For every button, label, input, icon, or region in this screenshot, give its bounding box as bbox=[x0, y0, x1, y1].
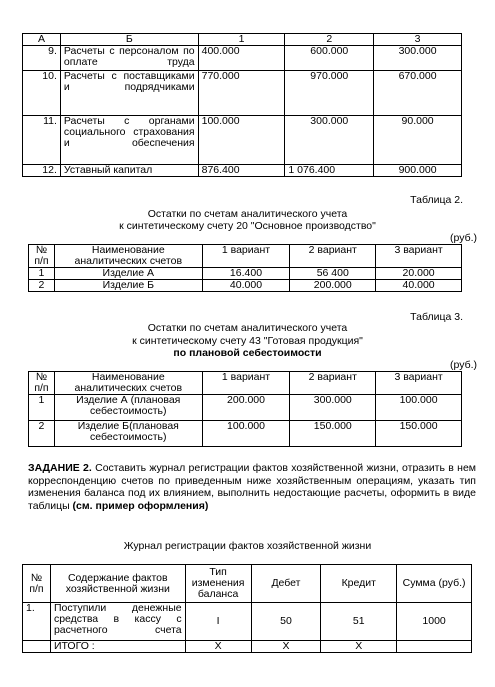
col-header: 2 вариант bbox=[290, 245, 376, 268]
journal-title: Журнал регистрации фактов хозяйственной жизни bbox=[123, 540, 372, 552]
value-1: 400.000 bbox=[198, 46, 285, 71]
col-header: № п/п bbox=[29, 245, 55, 268]
col-header: 2 bbox=[285, 34, 374, 46]
value-3: 40.000 bbox=[376, 280, 462, 292]
sum: 1000 bbox=[397, 603, 472, 641]
row-number: 2 bbox=[29, 280, 55, 292]
col-header: Наименование аналитических счетов bbox=[54, 245, 202, 268]
balance-type: I bbox=[185, 603, 251, 641]
table-row bbox=[29, 268, 462, 280]
task-example-ref: (см. пример оформления) bbox=[72, 499, 209, 512]
col-header: Сумма (руб.) bbox=[397, 565, 472, 603]
row-number: 9. bbox=[23, 46, 61, 71]
row-name: Изделие А bbox=[54, 268, 202, 280]
value-3: 300.000 bbox=[374, 46, 462, 71]
value-3: 20.000 bbox=[376, 268, 462, 280]
task-label: ЗАДАНИЕ 2. bbox=[28, 462, 92, 474]
row-number: 1. bbox=[23, 603, 51, 641]
table-row bbox=[29, 280, 462, 292]
row-number: 2 bbox=[29, 421, 55, 447]
row-name: Расчеты с персоналом по оплате труда bbox=[60, 46, 198, 71]
table-row bbox=[23, 116, 462, 165]
value-3: 900.000 bbox=[374, 165, 462, 177]
value-2: 300.000 bbox=[290, 395, 376, 421]
debit: 50 bbox=[251, 603, 321, 641]
value-1: 100.000 bbox=[202, 421, 290, 447]
col-header: № п/п bbox=[23, 565, 51, 603]
col-header: Дебет bbox=[251, 565, 321, 603]
journal-table bbox=[22, 564, 472, 653]
value-3: 670.000 bbox=[374, 71, 462, 116]
value-1: 100.000 bbox=[198, 116, 285, 165]
row-name: Изделие Б bbox=[54, 280, 202, 292]
table-row bbox=[23, 603, 472, 641]
table-row bbox=[23, 165, 462, 177]
table-row bbox=[29, 395, 462, 421]
value-1: 876.400 bbox=[198, 165, 285, 177]
row-number: 11. bbox=[23, 116, 61, 165]
col-header: 3 вариант bbox=[376, 245, 462, 268]
col-header: Кредит bbox=[321, 565, 397, 603]
col-header: Содержание фактов хозяйственной жизни bbox=[50, 565, 185, 603]
value-3: 150.000 bbox=[376, 421, 462, 447]
row-content: Поступили денежные средства в кассу с расчетного счета bbox=[50, 603, 185, 641]
total-label: ИТОГО : bbox=[50, 641, 185, 653]
row-name: Уставный капитал bbox=[60, 165, 198, 177]
table-header-row bbox=[29, 372, 462, 395]
table-title: Остатки по счетам аналитического учета bbox=[147, 322, 348, 334]
value-2: 970.000 bbox=[285, 71, 374, 116]
col-header: Б bbox=[60, 34, 198, 46]
row-name: Расчеты с органами социального страхования и обеспечения bbox=[60, 116, 198, 165]
col-header: А bbox=[23, 34, 61, 46]
table-header-row bbox=[23, 565, 472, 603]
unit-label: (руб.) bbox=[449, 232, 477, 244]
table-row bbox=[29, 421, 462, 447]
total-row bbox=[23, 641, 472, 653]
col-header: Наименование аналитических счетов bbox=[54, 372, 202, 395]
value-2: 150.000 bbox=[290, 421, 376, 447]
value-1: 200.000 bbox=[202, 395, 290, 421]
table-20-balances bbox=[28, 244, 462, 292]
table-header-row bbox=[29, 245, 462, 268]
table-subtitle-bold: по плановой себестоимости bbox=[173, 347, 322, 359]
unit-label: (руб.) bbox=[449, 359, 477, 371]
col-header: № п/п bbox=[29, 372, 55, 395]
table-caption: Таблица 2. bbox=[410, 194, 463, 206]
row-number: 1 bbox=[29, 395, 55, 421]
total-x: X bbox=[251, 641, 321, 653]
accounts-table bbox=[22, 33, 462, 177]
table-row bbox=[23, 46, 462, 71]
table-43-balances bbox=[28, 371, 462, 447]
col-header: 1 вариант bbox=[202, 372, 290, 395]
col-header: 3 вариант bbox=[376, 372, 462, 395]
value-2: 200.000 bbox=[290, 280, 376, 292]
col-header: 1 bbox=[198, 34, 285, 46]
col-header: 1 вариант bbox=[202, 245, 290, 268]
total-x: X bbox=[321, 641, 397, 653]
row-name: Изделие Б(плановая себестоимость) bbox=[54, 421, 202, 447]
table-title: Остатки по счетам аналитического учета bbox=[147, 208, 348, 220]
col-header: 2 вариант bbox=[290, 372, 376, 395]
value-2: 600.000 bbox=[285, 46, 374, 71]
col-header: Тип изменения баланса bbox=[185, 565, 251, 603]
table-caption: Таблица 3. bbox=[410, 311, 463, 323]
row-name: Расчеты с поставщиками и подрядчиками bbox=[60, 71, 198, 116]
table-subtitle: к синтетическому счету 20 "Основное производство" bbox=[119, 220, 376, 232]
table-subtitle: к синтетическому счету 43 "Готовая продукция" bbox=[132, 335, 363, 347]
row-number: 1 bbox=[29, 268, 55, 280]
value-2: 1 076.400 bbox=[285, 165, 374, 177]
value-1: 16.400 bbox=[202, 268, 290, 280]
total-x: X bbox=[185, 641, 251, 653]
table-row bbox=[23, 71, 462, 116]
row-number: 10. bbox=[23, 71, 61, 116]
value-1: 40.000 bbox=[202, 280, 290, 292]
row-name: Изделие А (плановая себестоимость) bbox=[54, 395, 202, 421]
task-paragraph bbox=[28, 462, 476, 512]
empty-cell bbox=[23, 641, 51, 653]
value-2: 300.000 bbox=[285, 116, 374, 165]
value-2: 56 400 bbox=[290, 268, 376, 280]
value-3: 90.000 bbox=[374, 116, 462, 165]
value-3: 100.000 bbox=[376, 395, 462, 421]
empty-cell bbox=[397, 641, 472, 653]
task-text: Составить журнал регистрации фактов хозяйственной жизни, отразить в нем корреспонденцию счетов по приведенным ниже хозяйственным операциям, указать тип изменения баланса под их влиянием, выполнить недостающие расчеты, оформить в виде таблицы bbox=[28, 462, 476, 512]
value-1: 770.000 bbox=[198, 71, 285, 116]
row-number: 12. bbox=[23, 165, 61, 177]
table-header-row bbox=[23, 34, 462, 46]
col-header: 3 bbox=[374, 34, 462, 46]
credit: 51 bbox=[321, 603, 397, 641]
